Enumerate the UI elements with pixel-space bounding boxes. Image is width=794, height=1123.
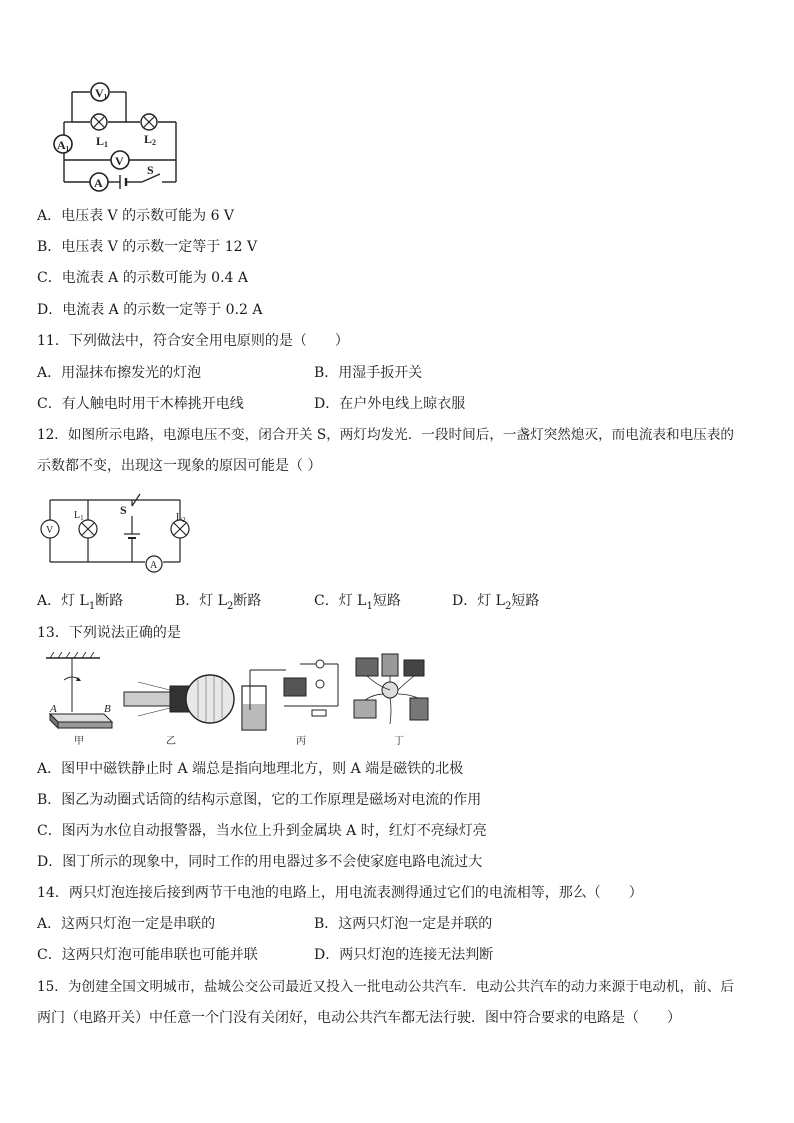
voltmeter-v-icon (41, 520, 59, 538)
figure-jia-label: 甲 (74, 736, 84, 747)
lamp-l2-label: L2 (144, 132, 157, 147)
lamp-l1-label: $L_1$ (74, 510, 84, 522)
lamp-l1-label: L1 (96, 134, 109, 149)
q12-option-a: A．灯 $L_1$断路 (37, 593, 124, 612)
magnet-a-label: A (50, 703, 57, 715)
q14-option-b: B．这两只灯泡一定是并联的 (314, 916, 493, 932)
q14-option-c: C．这两只灯泡可能串联也可能并联 (37, 947, 258, 963)
q12-circuit-figure (36, 492, 196, 574)
q14-stem: 14．两只灯泡连接后接到两节干电池的电路上，用电流表测得通过它们的电流相等，那么（ ） (37, 885, 643, 901)
q13-option-d: D．图丁所示的现象中，同时工作的用电器过多不会使家庭电路电流过大 (37, 854, 483, 870)
svg-text:V: V (46, 525, 54, 536)
lamp-l2-icon (141, 114, 157, 130)
figure-jia-magnet (46, 652, 112, 747)
q10-option-a: A．电压表 V 的示数可能为 6 V (37, 208, 235, 224)
q10-option-d: D．电流表 A 的示数一定等于 0.2 A (37, 302, 263, 318)
svg-text:A: A (150, 560, 158, 571)
q13-figure-strip (38, 650, 446, 750)
magnet-b-label: B (104, 703, 111, 715)
voltmeter-v-icon (111, 151, 129, 169)
switch-s-label: S (120, 503, 127, 517)
q13-option-a: A．图甲中磁铁静止时 A 端总是指向地理北方，则 A 端是磁铁的北极 (37, 761, 464, 777)
q10-circuit-figure (52, 82, 184, 192)
q12-option-c: C．灯 $L_1$短路 (314, 593, 401, 612)
ammeter-a-icon (90, 173, 108, 191)
q12-option-d: D．灯 $L_2$短路 (452, 593, 540, 612)
q11-option-d: D．在户外电线上晾衣服 (314, 396, 466, 412)
q12-stem-line2: 示数都不变，出现这一现象的原因可能是（ ） (37, 458, 322, 474)
figure-yi-label: 乙 (166, 736, 176, 747)
figure-ding-label: 丁 (394, 736, 404, 747)
q13-option-c: C．图丙为水位自动报警器，当水位上升到金属块 A 时，红灯不亮绿灯亮 (37, 823, 487, 839)
ammeter-a1-icon (54, 135, 72, 153)
q10-option-c: C．电流表 A 的示数可能为 0.4 A (37, 270, 248, 286)
figure-bing-alarm (242, 660, 338, 747)
q11-option-a: A．用湿抹布擦发光的灯泡 (37, 365, 202, 381)
ammeter-a-icon (146, 556, 162, 572)
lamp-l1-icon (91, 114, 107, 130)
figure-ding-overload (354, 654, 428, 747)
q15-stem-line2: 两门（电路开关）中任意一个门没有关闭好，电动公共汽车都无法行驶．图中符合要求的电路是（ ） (37, 1010, 681, 1026)
figure-yi-microphone (124, 675, 234, 747)
q11-option-b: B．用湿手扳开关 (314, 365, 423, 381)
svg-text:V: V (115, 154, 124, 168)
figure-bing-label: 丙 (296, 736, 306, 747)
q11-option-c: C．有人触电时用干木棒挑开电线 (37, 396, 244, 412)
switch-s-label: S (147, 163, 154, 177)
q15-stem-line1: 15．为创建全国文明城市，盐城公交公司最近又投入一批电动公共汽车．电动公共汽车的动力来源于电动机，前、后 (37, 979, 734, 995)
lamp-l2-label: $L_2$ (176, 512, 186, 524)
q12-stem-line1: 12．如图所示电路，电源电压不变，闭合开关 S，两灯均发光．一段时间后，一盏灯突然熄灭，而电流表和电压表的 (37, 427, 735, 443)
svg-text:A: A (94, 176, 103, 190)
q12-option-b: B．灯 $L_2$断路 (175, 593, 262, 612)
q10-option-b: B．电压表 V 的示数一定等于 12 V (37, 239, 258, 255)
q11-stem: 11．下列做法中，符合安全用电原则的是（ ） (37, 333, 349, 349)
lamp-l1-icon (79, 520, 97, 538)
q14-option-a: A．这两只灯泡一定是串联的 (37, 916, 216, 932)
svg-text:V1: V1 (95, 86, 108, 101)
q14-option-d: D．两只灯泡的连接无法判断 (314, 947, 494, 963)
voltmeter-v1-icon (91, 83, 109, 101)
q13-option-b: B．图乙为动圈式话筒的结构示意图，它的工作原理是磁场对电流的作用 (37, 792, 482, 808)
q13-stem: 13．下列说法正确的是 (37, 625, 181, 641)
svg-text:A1: A1 (57, 138, 70, 153)
